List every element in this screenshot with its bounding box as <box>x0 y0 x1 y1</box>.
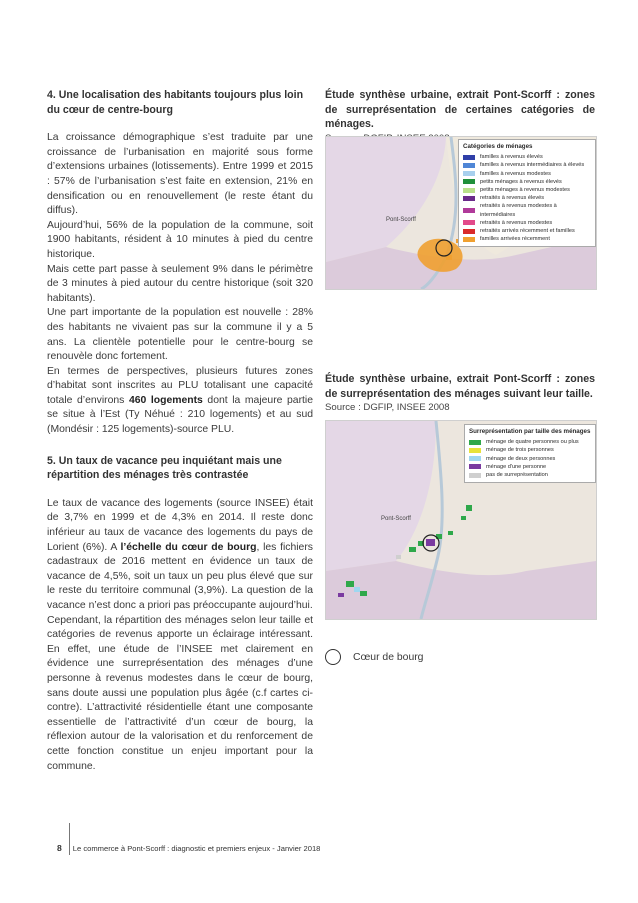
map-1-legend-item <box>463 227 591 235</box>
map-2-legend-item <box>469 471 591 479</box>
map-2-legend-item <box>469 463 591 471</box>
legend-swatch <box>463 179 475 184</box>
paragraph-perspectives: En termes de perspectives, plusieurs futures zones d’habitat sont inscrites au PLU totalisant une capacité totale d’environs 460 logements dont la majeure partie se situe à l’Est (Ty Néhué : 210 logements) et au sud (Mondésir : 125 logements)-source PLU. <box>47 365 314 436</box>
footer-divider <box>69 823 70 855</box>
coeur-de-bourg-label: Cœur de bourg <box>353 651 424 663</box>
legend-swatch <box>463 220 475 225</box>
coeur-de-bourg-key <box>325 649 423 665</box>
map-1-legend-item <box>463 178 591 186</box>
legend-label: familles à revenus intermédiaires à élevés <box>480 162 585 169</box>
map-1-legend-item <box>463 170 591 178</box>
map-2-legend-item <box>469 438 591 446</box>
map-2-legend-items <box>469 438 591 479</box>
legend-label: retraités arrivés récemment et familles <box>480 228 575 235</box>
map-1-legend-item <box>463 153 591 161</box>
map-1-legend-items <box>463 153 591 243</box>
circle-marker-icon <box>325 649 341 665</box>
page-footer <box>57 843 320 853</box>
legend-label: ménage d'une personne <box>486 463 547 470</box>
legend-label: ménage de deux personnes <box>486 455 556 462</box>
map-1-legend-item <box>463 235 591 243</box>
legend-swatch <box>463 229 475 234</box>
legend-label: familles arrivées récemment <box>480 236 550 243</box>
section-5-title: 5. Un taux de vacance peu inquiétant mais une répartition des ménages très contrastée <box>47 454 282 482</box>
map-1-legend-item <box>463 219 591 227</box>
map-menages-categories <box>325 136 597 290</box>
map-2-place-label: Pont-Scorff <box>381 516 411 522</box>
map-1-legend-item <box>463 194 591 202</box>
legend-label: familles à revenus modestes <box>480 170 551 177</box>
section-4-title: 4. Une localisation des habitants toujours plus loin du cœur de centre-bourg <box>47 89 304 116</box>
figure-2-source: Source : DGFIP, INSEE 2008 <box>325 402 450 414</box>
legend-swatch <box>463 163 475 168</box>
footer-text: Le commerce à Pont-Scorff : diagnostic et premiers enjeux - Janvier 2018 <box>72 843 321 853</box>
legend-swatch <box>463 237 475 242</box>
figure-1-title: Étude synthèse urbaine, extrait Pont-Scorff : zones de surreprésentation de certaines catégories de ménages. <box>325 89 595 131</box>
page-number: 8 <box>57 843 62 853</box>
map-2-legend <box>464 424 596 483</box>
legend-swatch <box>463 155 475 160</box>
highlight-echelle-coeur: l’échelle du cœur de bourg <box>120 541 257 553</box>
legend-swatch <box>469 464 481 469</box>
paragraph-menages: Cependant, la répartition des ménages selon leur taille et catégories de revenus apporte un éclairage intéressant. En effet, une étude de l’INSEE met clairement en évidence une surreprésentation des ménages d’une personne à revenus modestes dans le cœur de bourg, sans doute aussi une population plus âgée (c.f cartes ci-contre). L’attractivité résidentielle étant une composante essentielle de l’attractivité d’un cœur de bourg, la réflexion autour de la valorisation et du renforcement de cette fonction constitue un enjeu important pour la commune. <box>47 614 313 772</box>
legend-label: ménage de trois personnes <box>486 447 554 454</box>
highlight-460-logements: 460 logements <box>128 394 203 406</box>
figure-2-header <box>325 372 595 413</box>
legend-label: ménage de quatre personnes ou plus <box>486 439 579 446</box>
map-1-legend-item <box>463 186 591 194</box>
paragraph-urbanisation: La croissance démographique s’est traduite par une croissance de l’urbanisation en majorité sous forme d’extensions urbaines (lotissements). Entre 1999 et 2015 : 57% de l’urbanisation s’est faite en extension, 21% en densification ou en renouvellement (le reste étant du diffus). <box>47 132 313 217</box>
map-1-legend <box>458 139 596 247</box>
legend-label: petits ménages à revenus élevés <box>480 178 562 185</box>
legend-swatch <box>463 188 475 193</box>
legend-swatch <box>463 208 475 213</box>
legend-label: retraités à revenus modestes <box>480 219 553 226</box>
paragraph-population-10min: Aujourd’hui, 56% de la population de la commune, soit 1900 habitants, résident à 10 minutes à pied du centre historique. <box>47 219 313 260</box>
legend-swatch <box>469 440 481 445</box>
legend-swatch <box>469 456 481 461</box>
figure-2-title: Étude synthèse urbaine, extrait Pont-Scorff : zones de surreprésentation des ménages suivant leur taille. <box>325 373 595 400</box>
legend-swatch <box>463 171 475 176</box>
legend-label: retraités à revenus modestes à intermédiaires <box>480 203 557 218</box>
paragraph-population-3min: Mais cette part passe à seulement 9% dans le périmètre de 3 minutes à pied autour du centre historique (soit 320 habitants). <box>47 263 313 304</box>
legend-swatch <box>469 473 481 478</box>
legend-label: petits ménages à revenus modestes <box>480 187 570 194</box>
map-1-legend-title: Catégories de ménages <box>463 143 533 150</box>
map-2-legend-item <box>469 455 591 463</box>
map-2-legend-item <box>469 446 591 454</box>
paragraph-new-population: Une part importante de la population est nouvelle : 28% des habitants ne vivaient pas sur la commune il y a 5 ans. La clientèle potentielle pour le centre-bourg se renouvèle donc fortement. <box>47 307 313 363</box>
left-column <box>47 88 313 774</box>
legend-label: familles à revenus élevés <box>480 154 543 161</box>
legend-swatch <box>469 448 481 453</box>
map-2-legend-title: Surreprésentation par taille des ménages <box>469 428 591 435</box>
legend-label: pas de surreprésentation <box>486 472 548 479</box>
legend-label: retraités à revenus élevés <box>480 195 545 202</box>
map-1-legend-item <box>463 161 591 169</box>
legend-swatch <box>463 196 475 201</box>
map-menages-taille <box>325 420 597 620</box>
map-1-legend-item <box>463 202 591 218</box>
map-1-place-label: Pont-Scorff <box>386 217 416 223</box>
paragraph-vacance: Le taux de vacance des logements (source INSEE) était de 3,7% en 1999 et de 4,3% en 2014. Il reste donc inférieur au taux de vacance des logements du pays de Lorient (6%). A l’échelle du cœur de bourg, les fichiers cadastraux de 2016 mettent en évidence un taux de vacance de 4,5%, soit un taux un peu plus élevé que sur le reste du territoire communal (3,9%). La question de la vacance n’est donc a priori pas préoccupante aujourd’hui. <box>47 497 313 611</box>
